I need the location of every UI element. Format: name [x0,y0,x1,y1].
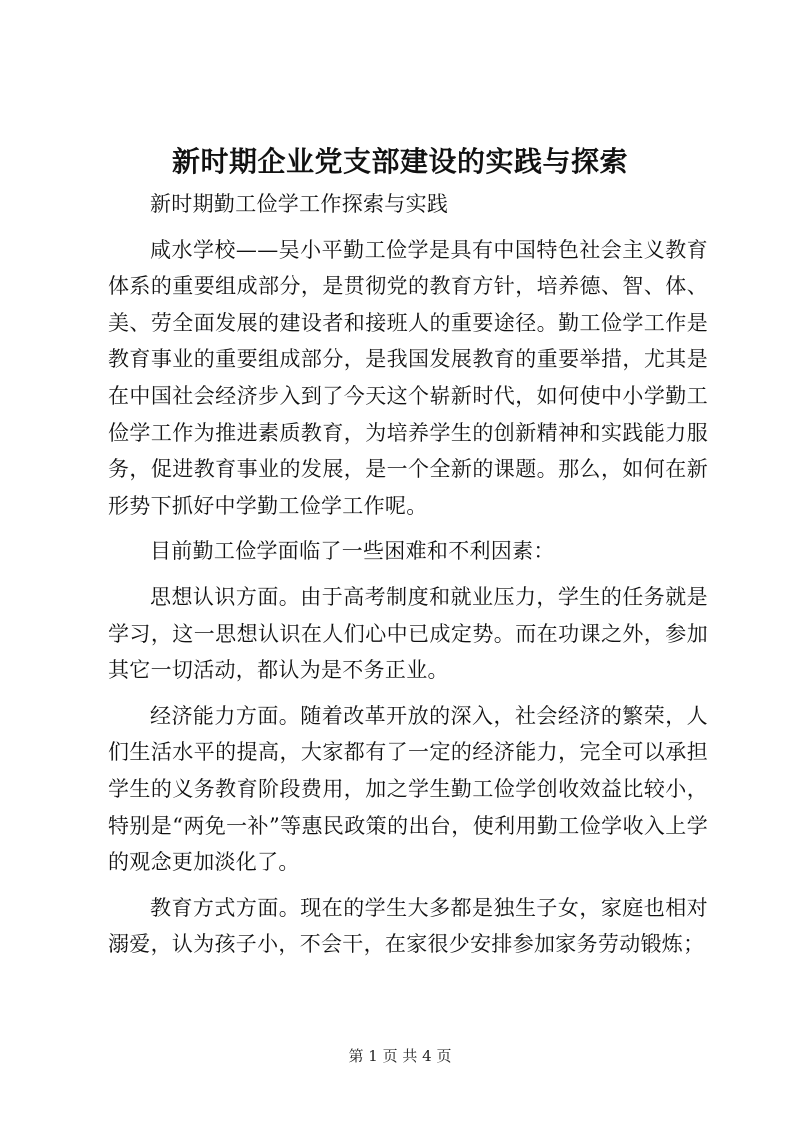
page-number-footer: 第 1 页 共 4 页 [348,1047,452,1065]
paragraph-difficulties-intro: 目前勤工俭学面临了一些困难和不利因素： [150,539,555,564]
paragraph-ideological-aspect: 思想认识方面。由于高考制度和就业压力，学生的任务就是学习，这一思想认识在人们心中已成定势。而在功课之外，参加其它一切活动，都认为是不务正业。 [108,584,708,683]
paragraph-introduction: 咸水学校——吴小平勤工俭学是具有中国特色社会主义教育体系的重要组成部分，是贯彻党的教育方针，培养德、智、体、美、劳全面发展的建设者和接班人的重要途径。勤工俭学工作是教育事业的重要组成部分，是我国发展教育的重要举措，尤其是在中国社会经济步入到了今天这个崭新时代，如何使中小学勤工俭学工作为推进素质教育，为培养学生的创新精神和实践能力服务，促进教育事业的发展，是一个全新的课题。那么，如何在新形势下抓好中学勤工俭学工作呢。 [108,237,708,518]
document-title: 新时期企业党支部建设的实践与探索 [171,145,628,178]
paragraph-economic-aspect: 经济能力方面。随着改革开放的深入，社会经济的繁荣，人们生活水平的提高，大家都有了一定的经济能力，完全可以承担学生的义务教育阶段费用，加之学生勤工俭学创收效益比较小，特别是“两免一补”等惠民政策的出台，使利用勤工俭学收入上学的观念更加淡化了。 [108,703,708,875]
paragraph-subtitle: 新时期勤工俭学工作探索与实践 [150,192,449,216]
document-body [108,186,708,963]
paragraph-education-aspect: 教育方式方面。现在的学生大多都是独生子女，家庭也相对溺爱，认为孩子小，不会干，在家很少安排参加家务劳动锻炼； [108,895,708,957]
